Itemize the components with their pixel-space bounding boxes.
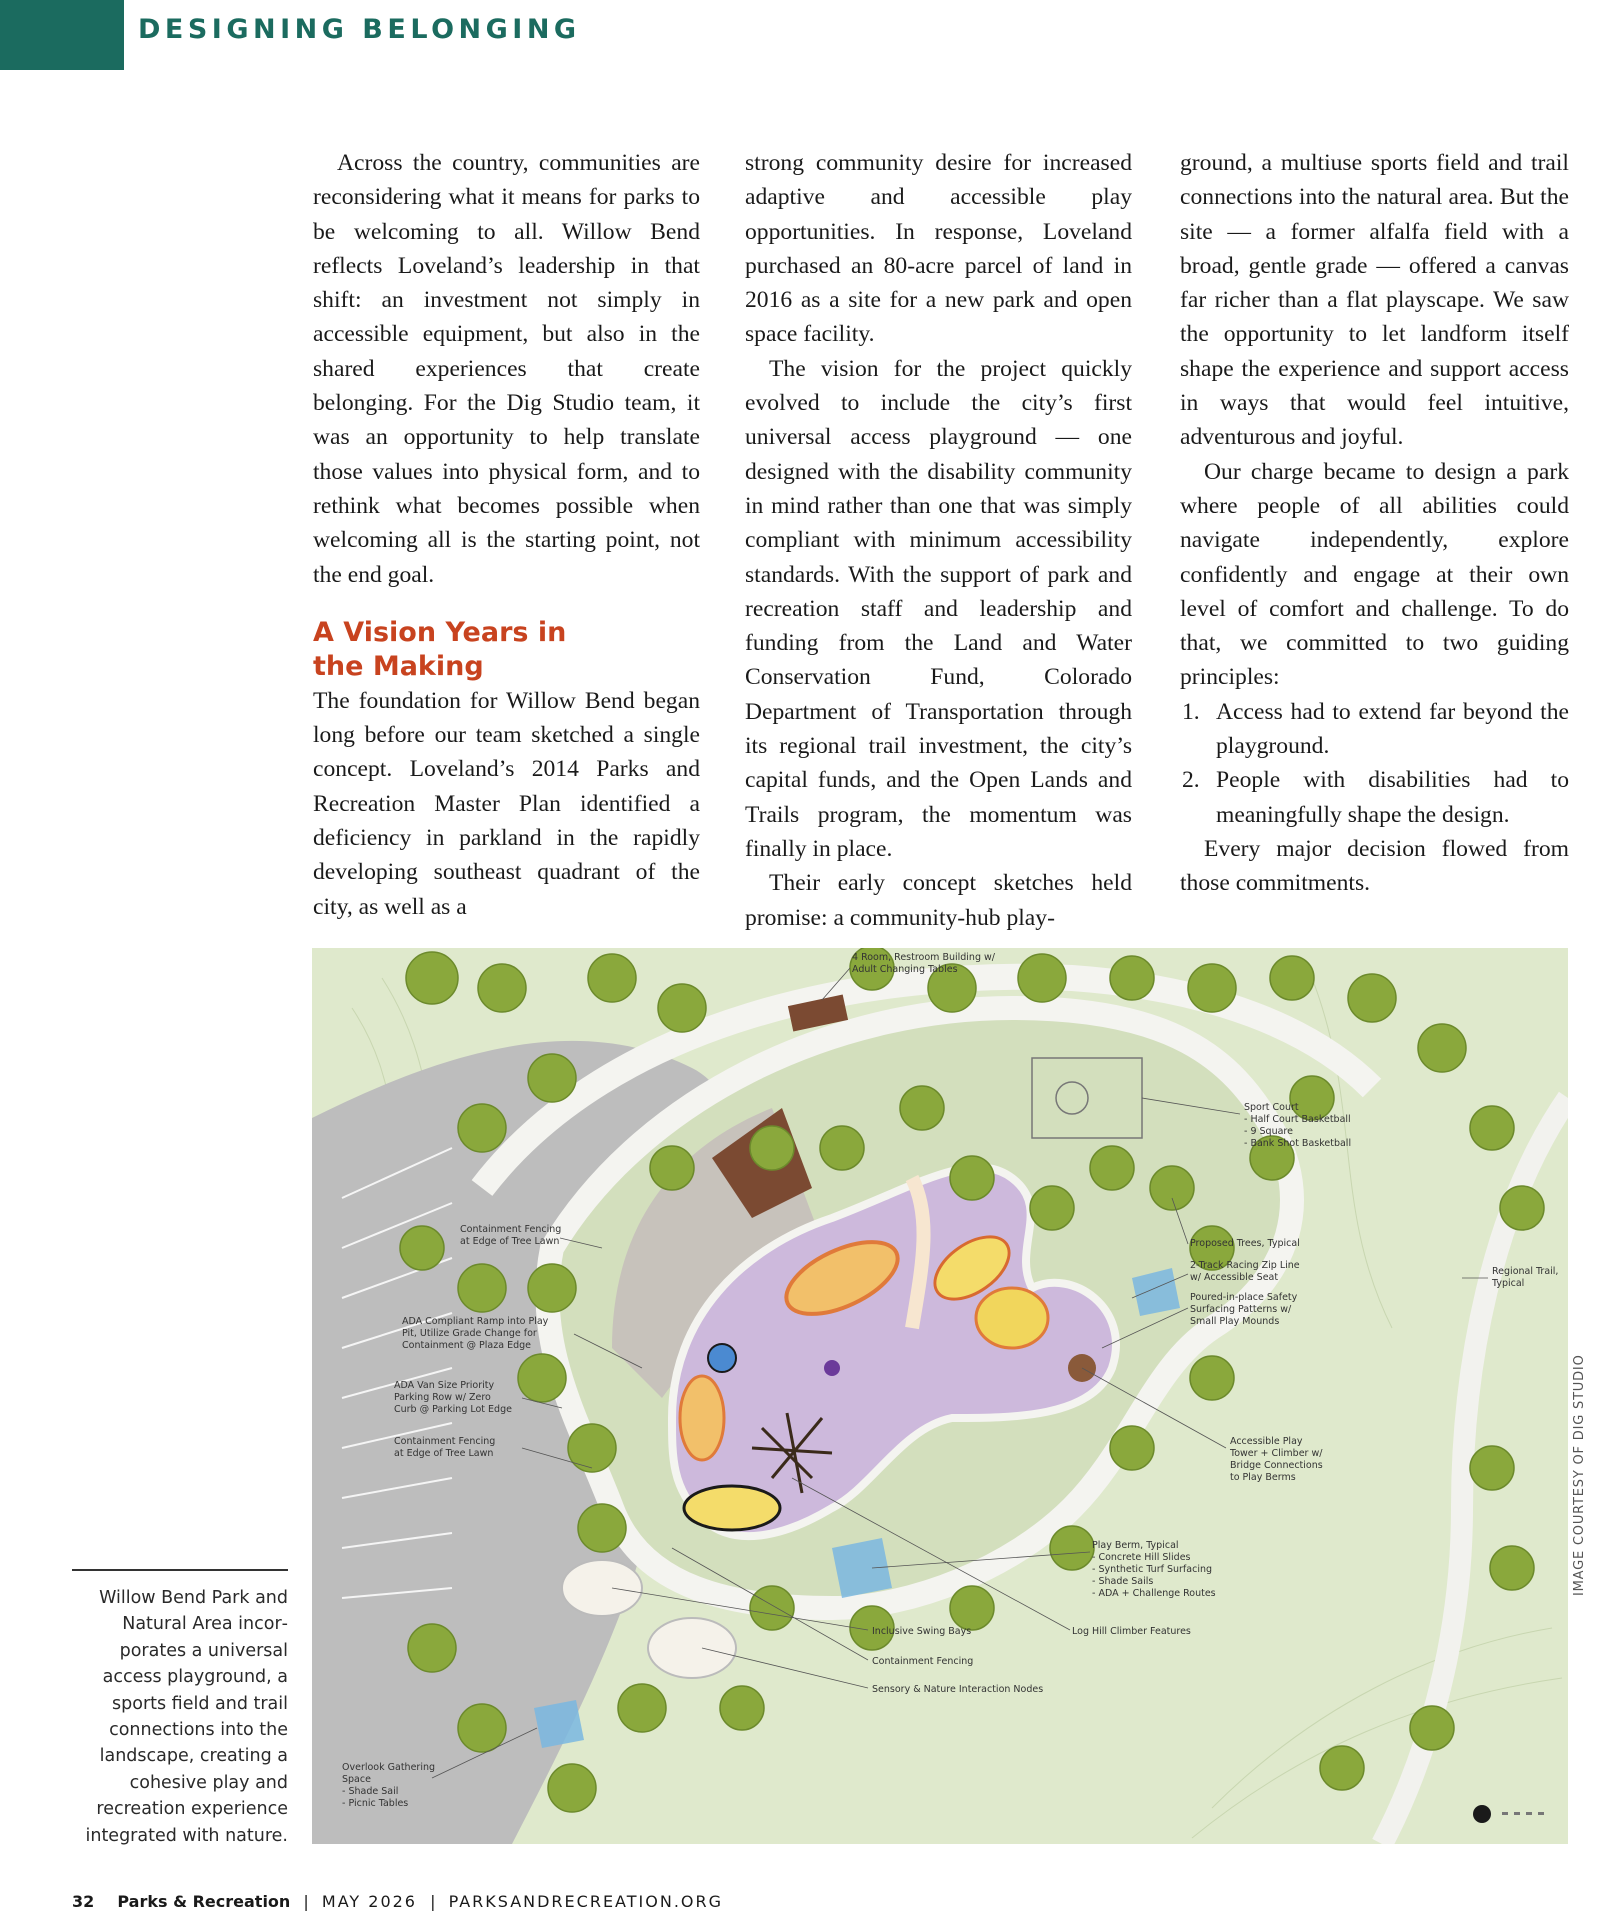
label-overlook-4: - Picnic Tables — [342, 1798, 409, 1809]
paragraph: The foundation for Willow Bend began long before our team sketched a single concept. Loveland’s 2014 Parks and Recreation Master Plan identified a deficiency in parkland in the rapidly developing southeast quadrant of the city, as well as a — [313, 687, 700, 920]
article-column-1 — [313, 146, 700, 924]
site-plan-svg — [312, 948, 1568, 1844]
header-color-block — [0, 0, 124, 70]
label-fencing-1b: at Edge of Tree Lawn — [460, 1236, 560, 1247]
label-zip-2: w/ Accessible Seat — [1190, 1272, 1279, 1283]
label-berm-4: - Shade Sails — [1092, 1576, 1154, 1587]
footer-separator: | — [430, 1892, 436, 1911]
label-ramp-2: Pit, Utilize Grade Change for — [402, 1328, 537, 1339]
paragraph: Our charge became to design a park where people of all abilities could navigate independently, explore confidently and engage at their own level of comfort and challenge. To do that, we committed to two guiding principles: — [1180, 458, 1569, 691]
subheading-line-1: A Vision Years in — [313, 616, 567, 648]
paragraph: Every major decision flowed from those commitments. — [1180, 835, 1569, 897]
article-column-3 — [1180, 146, 1569, 901]
label-sport-2: - Half Court Basketball — [1244, 1114, 1351, 1125]
label-ramp-3: Containment @ Plaza Edge — [402, 1340, 531, 1351]
paragraph: strong community desire for increased adaptive and accessible play opportunities. In response, Loveland purchased an 80-acre parcel of land in 2016 as a site for a new park and open space facility. — [745, 150, 1132, 348]
principles-list — [1180, 695, 1569, 832]
label-fencing-2b: at Edge of Tree Lawn — [394, 1448, 494, 1459]
footer-separator: | — [303, 1892, 309, 1911]
label-tower-4: to Play Berms — [1230, 1472, 1296, 1483]
subheading-line-2: the Making — [313, 650, 484, 682]
label-swing-bays: Inclusive Swing Bays — [872, 1626, 972, 1637]
label-berm-5: - ADA + Challenge Routes — [1092, 1588, 1216, 1599]
caption-rule — [72, 1569, 288, 1571]
label-van-3: Curb @ Parking Lot Edge — [394, 1404, 512, 1415]
label-log-climber: Log Hill Climber Features — [1072, 1626, 1191, 1637]
label-van-2: Parking Row w/ Zero — [394, 1392, 491, 1403]
label-trees: Proposed Trees, Typical — [1190, 1238, 1300, 1249]
label-overlook-2: Space — [342, 1774, 371, 1785]
label-fencing-1a: Containment Fencing — [460, 1224, 562, 1235]
label-berm-2: - Concrete Hill Slides — [1092, 1552, 1191, 1563]
label-ramp-1: ADA Compliant Ramp into Play — [402, 1316, 549, 1327]
paragraph: Across the country, communities are reconsidering what it means for parks to be welcoming to all. Willow Bend reflects Loveland’s leadership in that shift: an investment not simply in accessible equipment, but also in the shared experiences that create belonging. For the Dig Studio team, it was an opportunity to help translate those values into physical form, and to rethink what becomes possible when welcoming all is the starting point, not the end goal. — [313, 150, 700, 588]
label-overlook-1: Overlook Gathering — [342, 1762, 436, 1773]
label-tower-2: Tower + Climber w/ — [1230, 1448, 1323, 1459]
paragraph: Their early concept sketches held promise: a community-hub play- — [745, 870, 1132, 931]
magazine-name: Parks & Recreation — [117, 1892, 291, 1911]
label-restroom-1: 4 Room, Restroom Building w/ — [852, 952, 995, 963]
label-sport-3: - 9 Square — [1244, 1126, 1293, 1137]
label-overlook-3: - Shade Sail — [342, 1786, 399, 1797]
label-pip-2: Surfacing Patterns w/ — [1190, 1304, 1292, 1315]
site-plan-illustration — [312, 948, 1568, 1844]
label-tower-3: Bridge Connections — [1230, 1460, 1323, 1471]
label-regional-1: Regional Trail, — [1492, 1266, 1559, 1277]
label-sport-4: - Bank Shot Basketball — [1244, 1138, 1352, 1149]
label-van-1: ADA Van Size Priority — [394, 1380, 495, 1391]
paragraph: ground, a multiuse sports field and trail connections into the natural area. But the site — a former alfalfa field with a broad, gentle grade — offered a canvas far richer than a flat playscape. We saw the opportunity to let landform itself shape the experience and support access in ways that would feel intuitive, adventurous and joyful. — [1180, 150, 1569, 451]
website: PARKSANDRECREATION.ORG — [448, 1892, 724, 1911]
list-number: 2. — [1182, 767, 1200, 794]
page-footer — [72, 1892, 723, 1911]
label-pip-1: Poured-in-place Safety — [1190, 1292, 1298, 1303]
issue-date: MAY 2026 — [321, 1892, 417, 1911]
list-number: 1. — [1182, 698, 1200, 725]
label-restroom-2: Adult Changing Tables — [852, 964, 958, 975]
label-sport-1: Sport Court — [1244, 1102, 1299, 1113]
list-text: People with disabilities had to meaningfully shape the design. — [1216, 767, 1569, 828]
label-sensory-nodes: Sensory & Nature Interaction Nodes — [872, 1684, 1044, 1695]
list-text: Access had to extend far beyond the playground. — [1216, 698, 1569, 760]
section-title: DESIGNING BELONGING — [138, 14, 581, 45]
list-item — [1180, 763, 1569, 832]
figure-caption: Willow Bend Park and Natural Area incorporates a universal access playground, a sports field and trail connections into the landscape, creating a cohesive play and recreation experience integrated with nature. — [85, 1588, 288, 1846]
label-fencing-2a: Containment Fencing — [394, 1436, 496, 1447]
label-berm-1: Play Berm, Typical — [1092, 1540, 1179, 1551]
label-containment-fencing: Containment Fencing — [872, 1656, 974, 1667]
subheading — [313, 616, 700, 684]
label-berm-3: - Synthetic Turf Surfacing — [1092, 1564, 1213, 1575]
paragraph: The vision for the project quickly evolved to include the city’s first universal access playground — one designed with the disability community in mind rather than one that was simply compliant with minimum accessibility standards. With the support of park and recreation staff and leadership and funding from the Land and Water Conservation Fund, Colorado Department of Transportation through its regional trail investment, the city’s capital funds, and the Open Lands and Trails program, the momentum was finally in place. — [745, 355, 1132, 862]
image-credit: IMAGE COURTESY OF DIG STUDIO — [1572, 1354, 1587, 1596]
page-number: 32 — [72, 1892, 95, 1911]
label-zip-1: 2-Track Racing Zip Line — [1190, 1260, 1300, 1271]
label-pip-3: Small Play Mounds — [1190, 1316, 1280, 1327]
list-item — [1180, 695, 1569, 764]
label-regional-2: Typical — [1492, 1278, 1525, 1289]
article-column-2 — [745, 146, 1132, 935]
label-tower-1: Accessible Play — [1230, 1436, 1303, 1447]
